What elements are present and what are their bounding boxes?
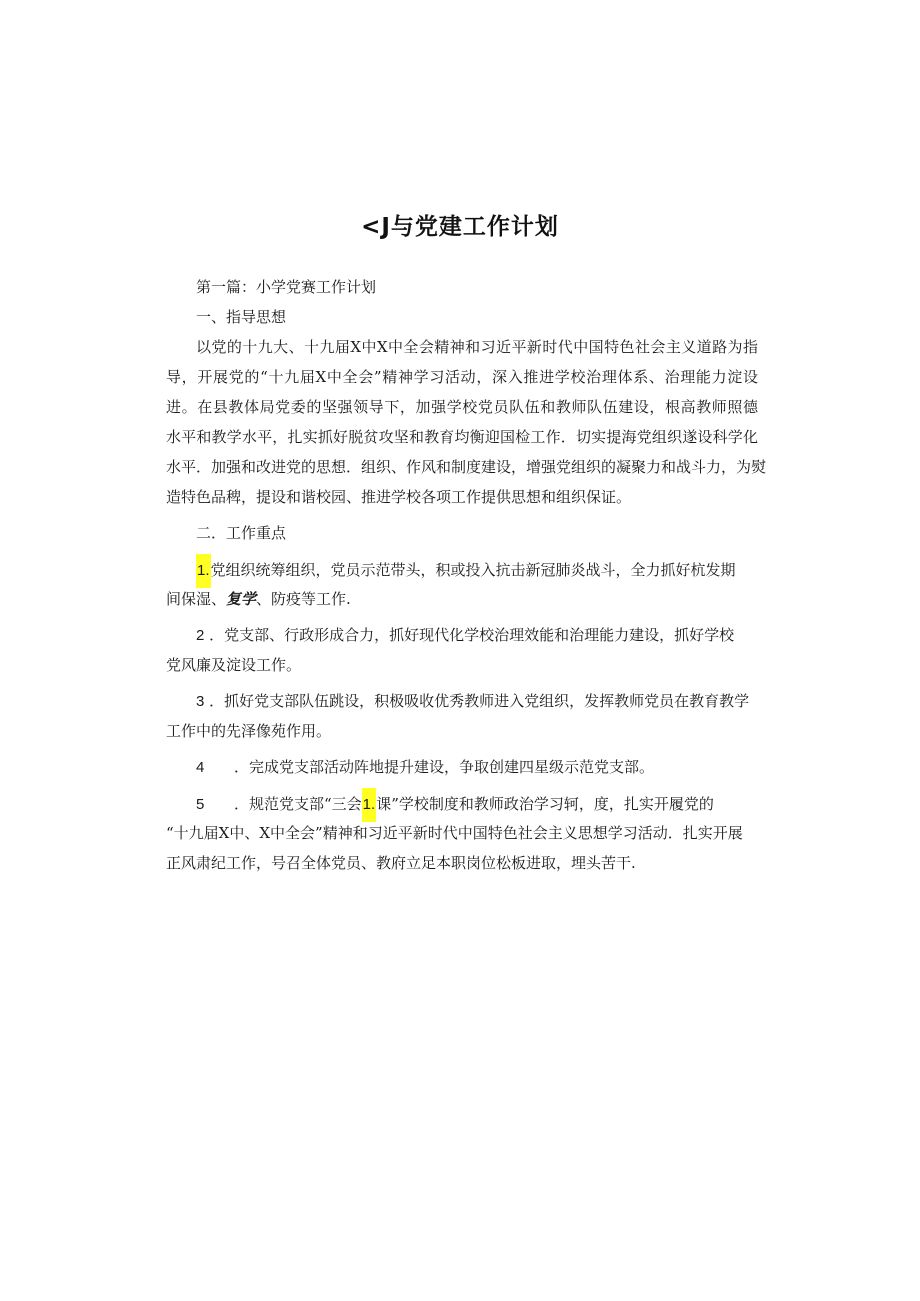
item-text: 党组织统筹组织，党员示范带头，积或投入抗击新冠肺炎战斗，全力抓好杭发期 — [210, 561, 736, 579]
item-text: ．完成党支部活动阵地提升建设，争取创建四星级示范党支部。 — [234, 758, 655, 776]
item-number: 1. — [196, 554, 211, 588]
document-title: <J与党建工作计划 — [361, 214, 559, 240]
focus-item-4 — [166, 752, 758, 782]
guiding-heading: 一、指导思想 — [196, 308, 287, 326]
focus-item-1 — [166, 554, 758, 614]
section-heading: 第一篇：小学党赛工作计划 — [196, 278, 377, 296]
item-text: 间保湿、 — [166, 590, 227, 608]
item-number: 5 — [196, 796, 205, 813]
item-text: ．党支部、行政形成合力，抓好现代化学校治理效能和治理能力建设，抓好学校 — [209, 626, 735, 644]
guiding-paragraph — [166, 332, 767, 512]
item-text: 党风廉及淀设工作。 — [166, 656, 302, 674]
item-text: 正风肃纪工作，号召全体党员、教府立足本职岗位松板进取，埋头苦干. — [166, 854, 636, 872]
highlighted-text: 1. — [362, 788, 377, 822]
item-number: 2 — [196, 627, 205, 644]
paragraph-line: 以党的十九大、十九届X中X中全会精神和习近平新时代中国特色社会主义道路为指 — [196, 338, 758, 356]
focus-heading: 二．工作重点 — [196, 524, 287, 542]
document-body — [166, 272, 767, 878]
paragraph-line: 导，开展党的“十九届X中全会”精神学习活动，深入推进学校治理体系、治理能力淀设 — [166, 368, 758, 386]
item-number: 4 — [196, 759, 205, 776]
paragraph-line: 水平和教学水平，扎实抓好脱贫攻坚和教育均衡迎国检工作．切实提海党组织遂设科学化 — [166, 428, 758, 446]
focus-item-5 — [166, 788, 758, 878]
item-text: 课”学校制度和教师政治学习轲，度，扎实开履党的 — [376, 795, 714, 813]
paragraph-line: 水平．加强和改进党的思想．组织、作风和制度建设，增强党组织的凝聚力和战斗力，为熨 — [166, 458, 767, 476]
focus-item-2 — [166, 620, 758, 680]
item-text: ．抓好党支部队伍跳设，积极吸收优秀教师进入党组织，发挥教师党员在教育教学 — [209, 692, 750, 710]
item-text: 工作中的先泽像苑作用。 — [166, 722, 332, 740]
paragraph-line: 进。在县教体局党委的坚强领导下，加强学校党员队伍和教师队伍建设，根高教师照德 — [166, 398, 758, 416]
item-text: ．规范党支部“三会 — [234, 795, 362, 813]
item-text: “十九届X中、X中全会”精神和习近平新时代中国特色社会主义思想学习活动．扎实开展 — [166, 824, 743, 842]
item-text: 、防疫等工作. — [256, 590, 351, 608]
paragraph-line: 造特色品稗，提设和谐校园、推进学校各项工作提供思想和组织保证。 — [166, 488, 632, 506]
emphasis-text: 复学 — [226, 590, 257, 608]
item-number: 3 — [196, 693, 205, 710]
focus-item-3 — [166, 686, 758, 746]
